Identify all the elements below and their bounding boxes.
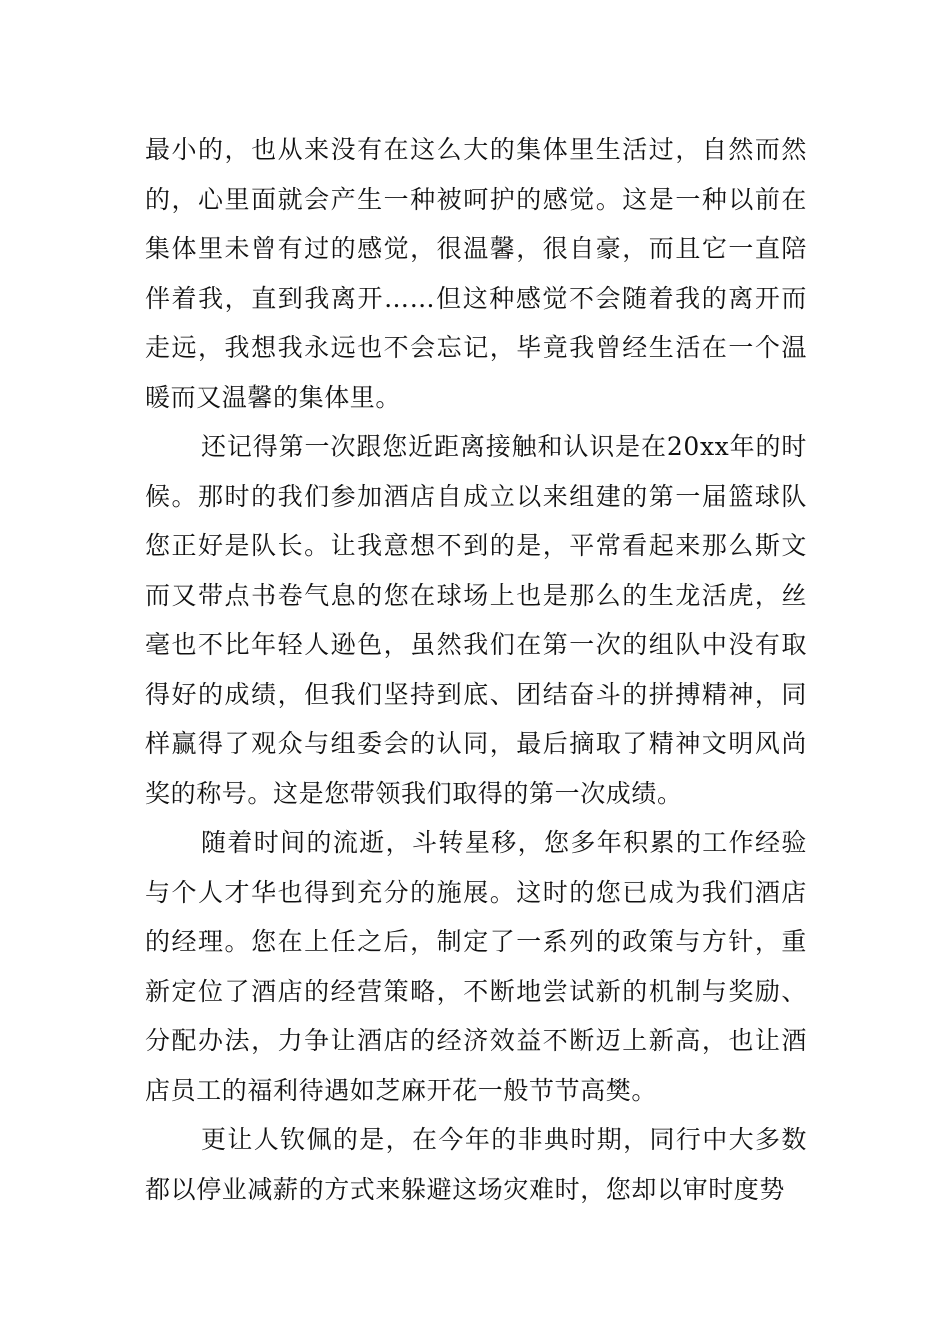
document-body: [145, 125, 807, 1214]
paragraph-4: 更让人钦佩的是，在今年的非典时期，同行中大多数都以停业减薪的方式来躲避这场灾难时，您却以审时度势: [145, 1125, 807, 1204]
paragraph-2: 还记得第一次跟您近距离接触和认识是在20xx年的时候。那时的我们参加酒店自成立以来组建的第一届篮球队您正好是队长。让我意想不到的是，平常看起来那么斯文而又带点书卷气息的您在球场上也是那么的生龙活虎，丝毫也不比年轻人逊色，虽然我们在第一次的组队中没有取得好的成绩，但我们坚持到底、团结奋斗的拼搏精神，同样赢得了观众与组委会的认同，最后摘取了精神文明风尚奖的称号。这是您带领我们取得的第一次成绩。: [145, 432, 807, 808]
paragraph-1: 最小的，也从来没有在这么大的集体里生活过，自然而然的，心里面就会产生一种被呵护的感觉。这是一种以前在集体里未曾有过的感觉，很温馨，很自豪，而且它一直陪伴着我，直到我离开……但这种感觉不会随着我的离开而走远，我想我永远也不会忘记，毕竟我曾经生活在一个温暖而又温馨的集体里。: [145, 135, 807, 412]
paragraph-3: 随着时间的流逝，斗转星移，您多年积累的工作经验与个人才华也得到充分的施展。这时的您已成为我们酒店的经理。您在上任之后，制定了一系列的政策与方针，重新定位了酒店的经营策略，不断地尝试新的机制与奖励、分配办法，力争让酒店的经济效益不断迈上新高，也让酒店员工的福利待遇如芝麻开花一般节节高樊。: [145, 828, 807, 1105]
